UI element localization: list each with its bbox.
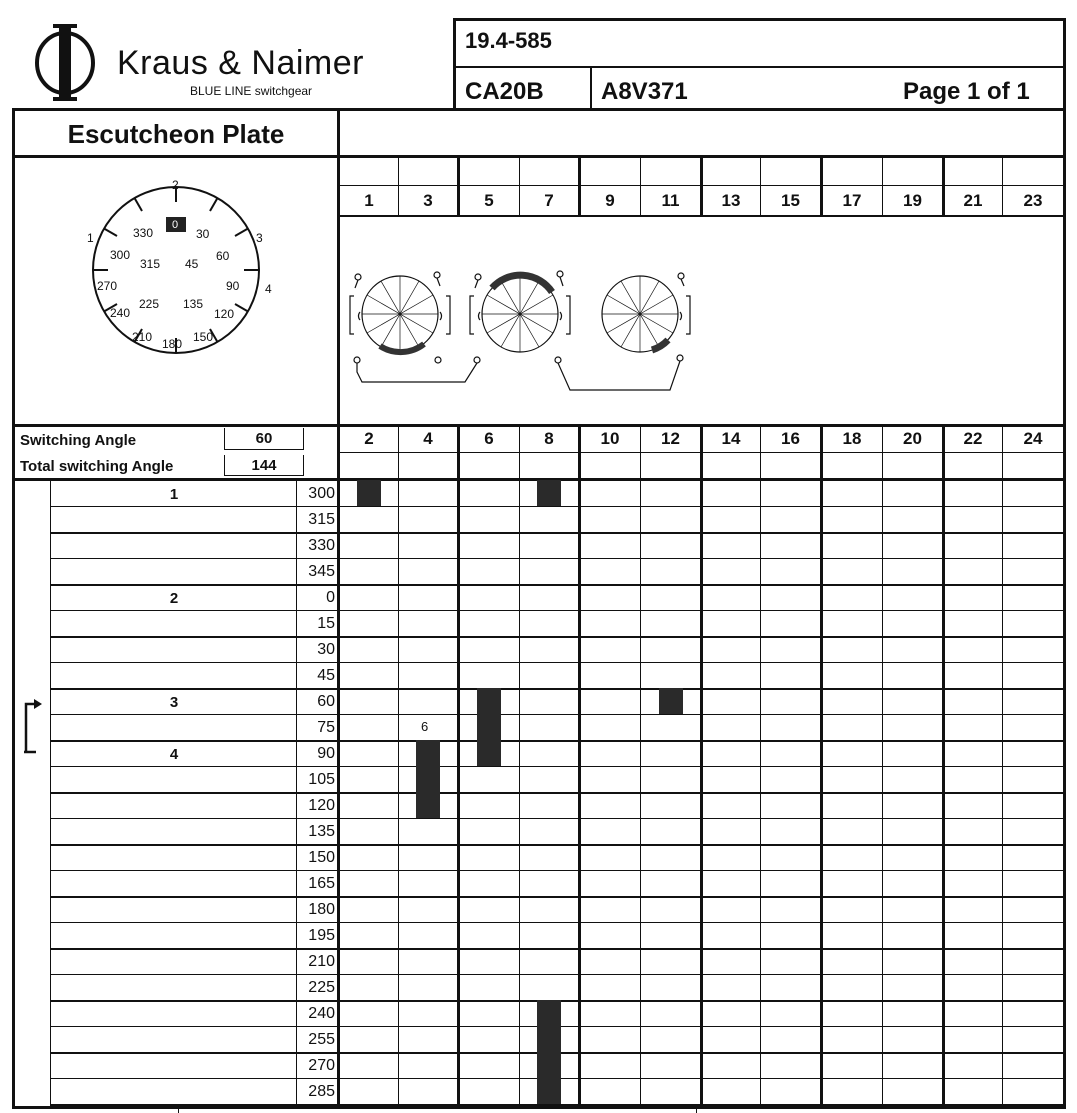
row-position xyxy=(52,637,296,663)
terminal-bottom-4: 4 xyxy=(423,429,433,448)
terminal-bottom-2: 2 xyxy=(364,429,374,448)
dial-position-3: 3 xyxy=(256,231,263,245)
row-angle: 75 xyxy=(317,719,335,736)
total-switching-angle-value: 144 xyxy=(224,455,304,476)
dial-angle-45: 45 xyxy=(185,257,199,271)
dial-position-1: 1 xyxy=(87,231,94,245)
terminal-bottom-18: 18 xyxy=(842,429,862,448)
terminal-top-1: 1 xyxy=(364,191,374,210)
row-angle: 330 xyxy=(308,537,335,554)
row-position xyxy=(52,533,296,559)
variant-code: A8V371 xyxy=(601,78,688,105)
terminal-bottom-16: 16 xyxy=(781,429,800,448)
drawing-number: 19.4-585 xyxy=(465,28,552,53)
row-angle: 15 xyxy=(317,615,335,632)
row-position: 3 xyxy=(169,693,179,711)
terminal-bottom-12: 12 xyxy=(661,429,680,448)
phi-logo-icon xyxy=(32,22,98,102)
terminal-bottom-8: 8 xyxy=(544,429,554,448)
row-position: 2 xyxy=(169,589,179,607)
contact-bar xyxy=(537,1000,561,1104)
terminal-bottom-10: 10 xyxy=(600,429,620,448)
row-angle: 60 xyxy=(317,693,335,710)
dial-angle-135: 135 xyxy=(183,297,204,311)
terminal-top-13: 13 xyxy=(721,191,741,210)
contact-bar xyxy=(659,688,683,714)
row-position xyxy=(52,1027,296,1053)
row-angle: 90 xyxy=(317,745,335,762)
dial-position-2: 2 xyxy=(172,178,179,192)
row-position xyxy=(52,1001,296,1027)
escutcheon-title: Escutcheon Plate xyxy=(67,118,285,149)
row-position xyxy=(52,975,296,1001)
contact-bar xyxy=(357,480,381,506)
contact-wiring-diagram xyxy=(340,262,720,402)
contact-bar xyxy=(537,480,561,506)
dial-angle-30: 30 xyxy=(196,227,210,241)
row-position xyxy=(52,1079,296,1105)
contact-bar xyxy=(416,740,440,818)
switching-angle-label: Switching Angle xyxy=(20,432,137,449)
row-angle: 210 xyxy=(308,953,335,970)
row-angle: 300 xyxy=(308,485,335,502)
row-angle: 45 xyxy=(317,667,335,684)
row-angle: 285 xyxy=(308,1083,335,1100)
row-position xyxy=(52,611,296,637)
row-angle: 345 xyxy=(308,563,335,580)
terminal-top-17: 17 xyxy=(842,191,862,210)
row-angle: 120 xyxy=(308,797,335,814)
row-angle: 165 xyxy=(308,875,335,892)
terminal-bottom-6: 6 xyxy=(484,429,494,448)
row-position xyxy=(52,871,296,897)
row-angle: 240 xyxy=(308,1005,335,1022)
row-position xyxy=(52,923,296,949)
dial-angle-60: 60 xyxy=(216,249,230,263)
row-position xyxy=(52,949,296,975)
terminal-bottom-24: 24 xyxy=(1023,429,1043,448)
total-switching-angle-label: Total switching Angle xyxy=(20,458,174,475)
contact-bar xyxy=(477,688,501,766)
row-angle: 30 xyxy=(317,641,335,658)
row-angle: 180 xyxy=(308,901,335,918)
terminal-top-5: 5 xyxy=(484,191,494,210)
row-angle: 270 xyxy=(308,1057,335,1074)
row-position xyxy=(52,1053,296,1079)
dial-angle-315: 315 xyxy=(140,257,161,271)
range-bracket-icon xyxy=(18,690,48,760)
row-position xyxy=(52,559,296,585)
row-position: 4 xyxy=(169,745,179,763)
row-angle: 255 xyxy=(308,1031,335,1048)
dial-angle-330: 330 xyxy=(133,226,154,240)
row-position xyxy=(52,663,296,689)
dial-angle-225: 225 xyxy=(139,297,160,311)
row-angle: 225 xyxy=(308,979,335,996)
brand-name: Kraus & Naimer xyxy=(117,44,364,82)
terminal-top-3: 3 xyxy=(423,191,433,210)
page-indicator: Page 1 of 1 xyxy=(903,78,1030,105)
dial-angle-210: 210 xyxy=(132,330,153,344)
dial-angle-180: 180 xyxy=(162,337,183,351)
row-angle: 0 xyxy=(326,589,335,606)
row-angle: 105 xyxy=(308,771,335,788)
terminal-top-23: 23 xyxy=(1023,191,1043,210)
row-position xyxy=(52,767,296,793)
switching-angle-value: 60 xyxy=(224,428,304,450)
row-position xyxy=(52,715,296,741)
terminal-top-21: 21 xyxy=(963,191,983,210)
row-position xyxy=(52,845,296,871)
row-position xyxy=(52,793,296,819)
terminal-top-9: 9 xyxy=(605,191,615,210)
series-code: CA20B xyxy=(465,78,544,105)
row-angle: 135 xyxy=(308,823,335,840)
row-angle: 150 xyxy=(308,849,335,866)
logo xyxy=(32,22,98,102)
terminal-top-15: 15 xyxy=(781,191,800,210)
terminal-bottom-20: 20 xyxy=(903,429,922,448)
dial-angle-150: 150 xyxy=(193,330,214,344)
dial-angle-300: 300 xyxy=(110,248,131,262)
row-position xyxy=(52,897,296,923)
row-position: 1 xyxy=(169,485,179,503)
brand-tagline: BLUE LINE switchgear xyxy=(190,84,313,98)
dial-position-4: 4 xyxy=(265,282,272,296)
terminal-bottom-14: 14 xyxy=(721,429,741,448)
dial-angle-120: 120 xyxy=(214,307,235,321)
row-angle: 315 xyxy=(308,511,335,528)
terminal-top-7: 7 xyxy=(544,191,554,210)
row-angle: 195 xyxy=(308,927,335,944)
dial-angle-240: 240 xyxy=(110,306,131,320)
dial-angle-0: 0 xyxy=(172,219,179,231)
terminal-top-11: 11 xyxy=(661,191,680,210)
terminal-bottom-22: 22 xyxy=(963,429,983,448)
row-position xyxy=(52,819,296,845)
dial-angle-90: 90 xyxy=(226,279,240,293)
dial-angle-270: 270 xyxy=(97,279,118,293)
row-position xyxy=(52,507,296,533)
contact-note: 6 xyxy=(421,719,429,734)
terminal-top-19: 19 xyxy=(903,191,922,210)
